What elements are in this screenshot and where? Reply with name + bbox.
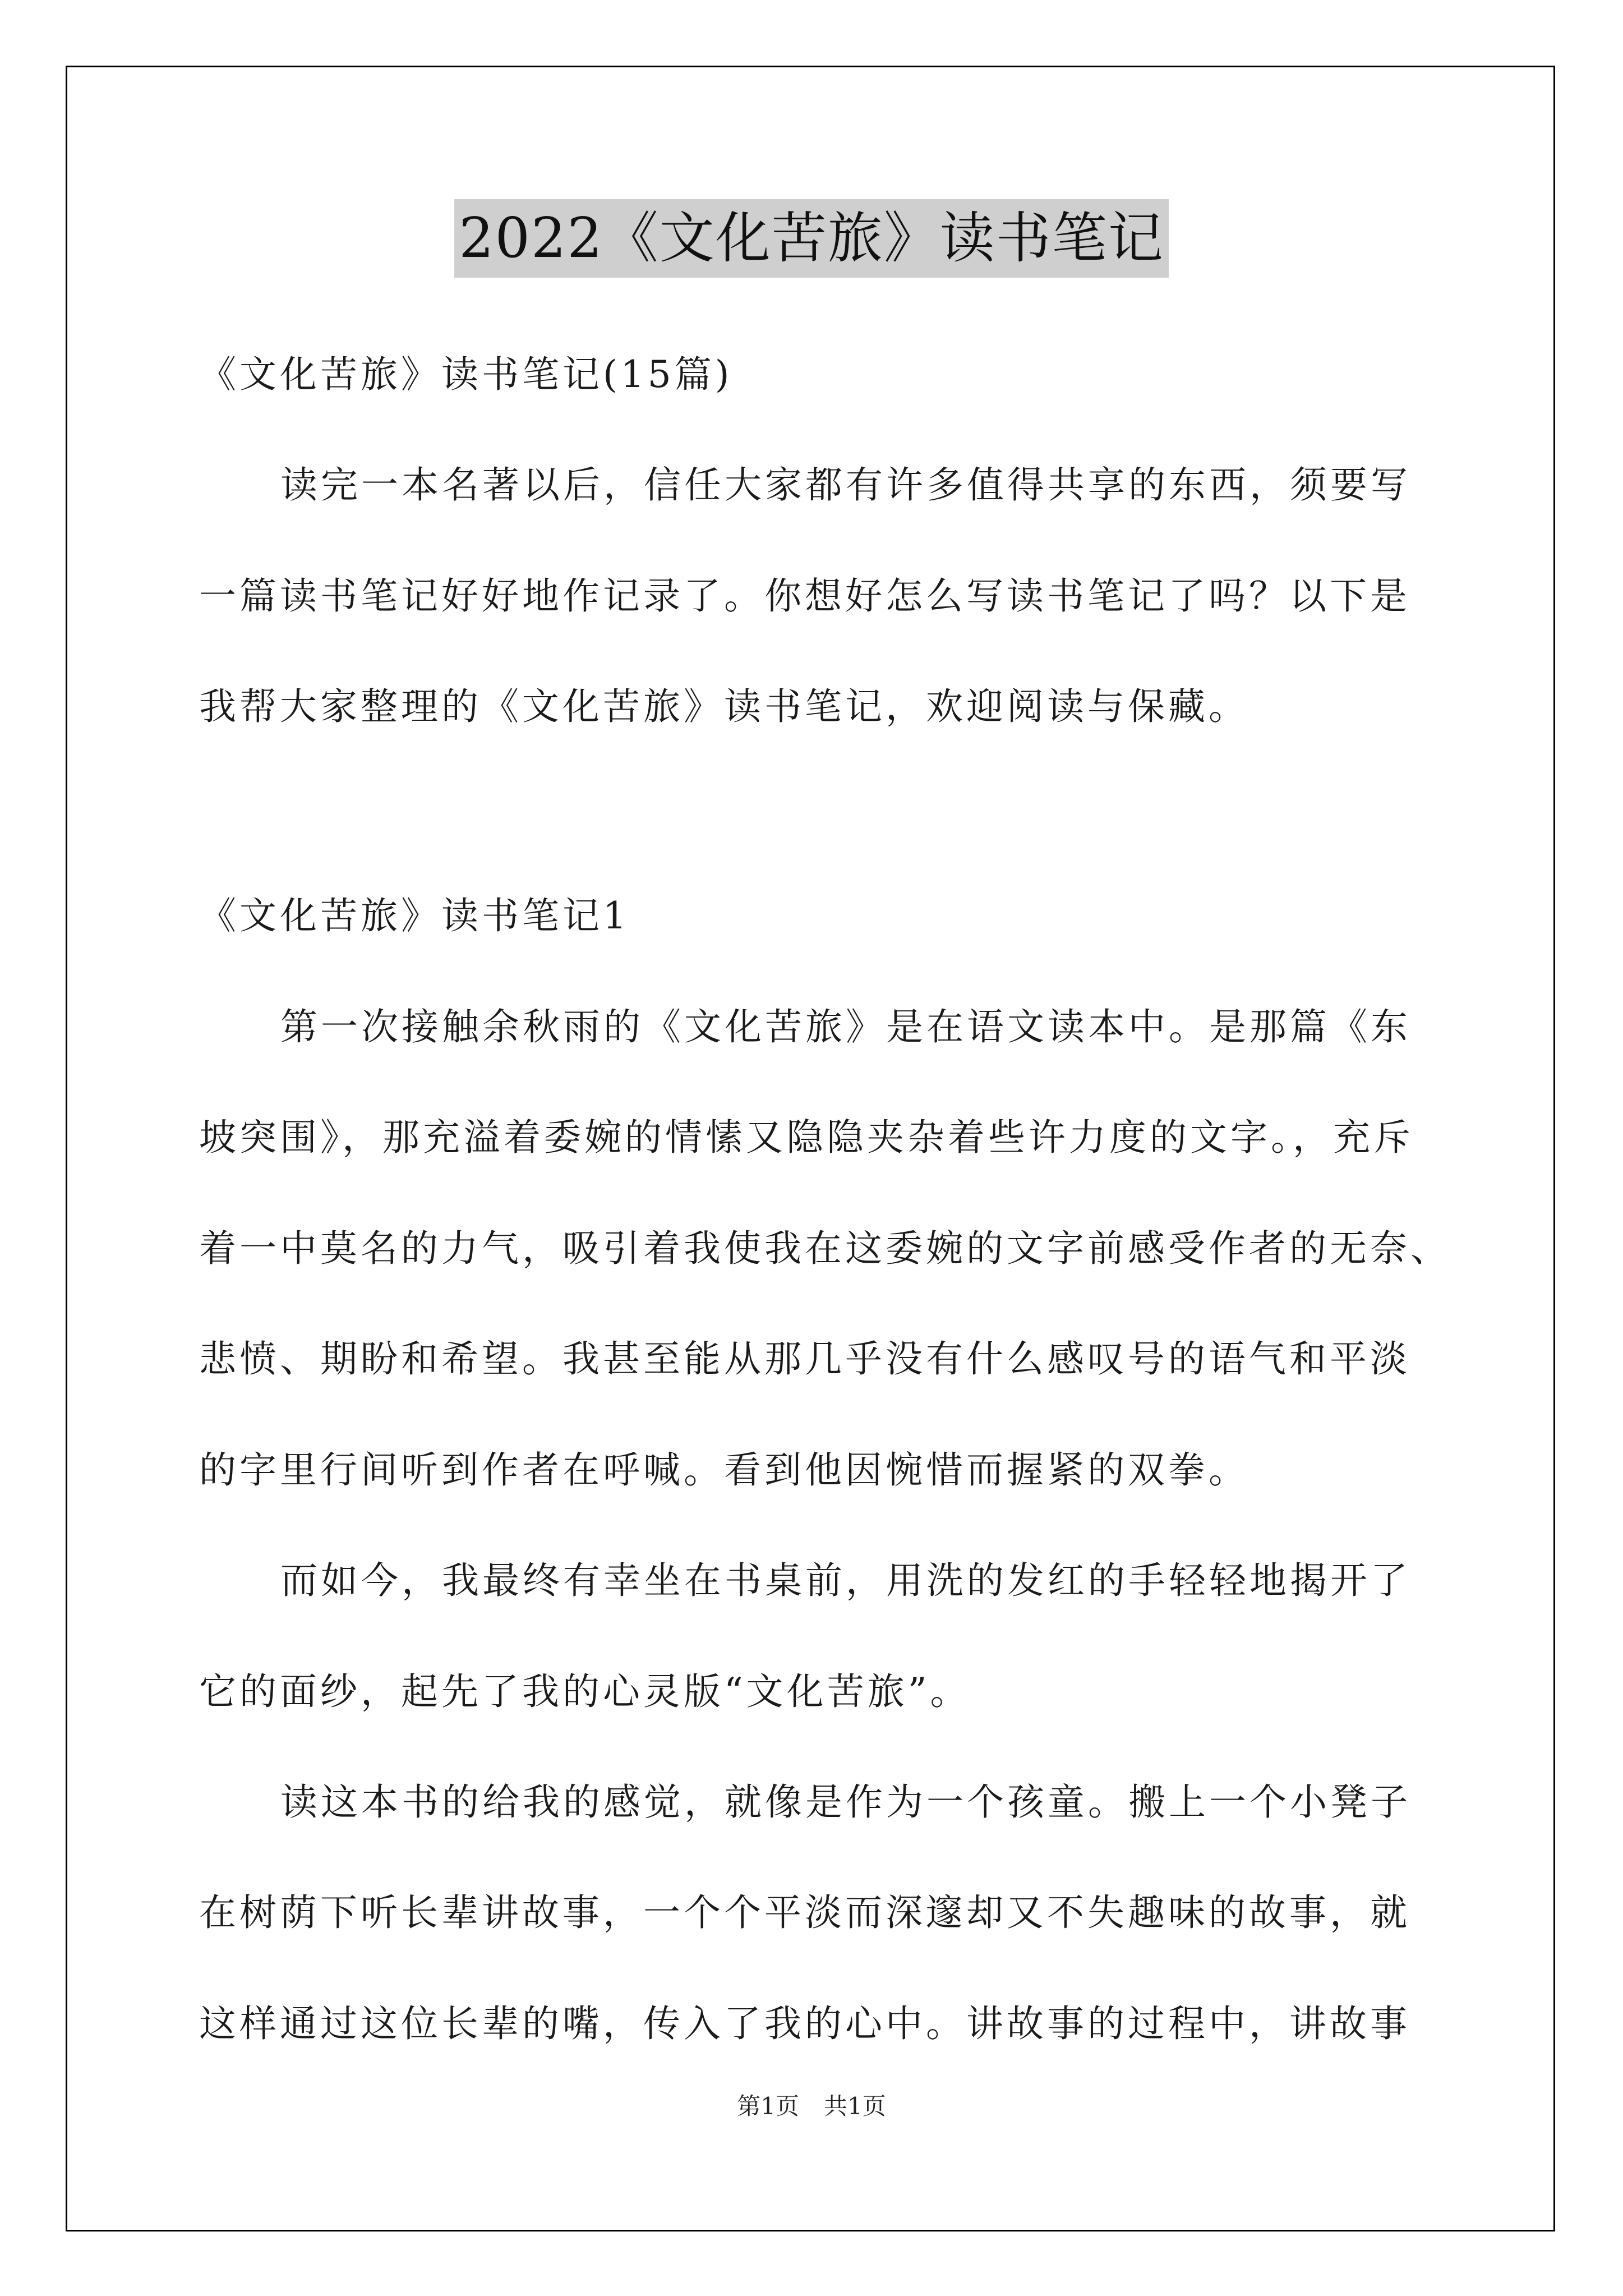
document-subtitle: 《文化苦旅》读书笔记(15篇) — [199, 353, 733, 396]
intro-line: 我帮大家整理的《文化苦旅》读书笔记，欢迎阅读与保藏。 — [199, 685, 1249, 728]
document-title: 2022《文化苦旅》读书笔记 — [454, 199, 1168, 278]
section-heading: 《文化苦旅》读书笔记1 — [199, 894, 630, 937]
page-number: 第1页 — [737, 2092, 799, 2120]
intro-line: 读完一本名著以后，信任大家都有许多值得共享的东西，须要写 — [280, 463, 1411, 507]
title-container — [0, 199, 1623, 278]
body-line: 着一中莫名的力气，吸引着我使我在这委婉的文字前感受作者的无奈、 — [199, 1227, 1451, 1270]
intro-line: 一篇读书笔记好好地作记录了。你想好怎么写读书笔记了吗？以下是 — [199, 574, 1410, 618]
body-line: 的字里行间听到作者在呼喊。看到他因惋惜而握紧的双拳。 — [199, 1448, 1249, 1492]
body-line: 而如今，我最终有幸坐在书桌前，用洗的发红的手轻轻地揭开了 — [280, 1559, 1411, 1602]
body-line: 它的面纱，起先了我的心灵版“文化苦旅”。 — [199, 1670, 971, 1713]
page-total: 共1页 — [824, 2092, 886, 2120]
body-line: 第一次接触余秋雨的《文化苦旅》是在语文读本中。是那篇《东 — [280, 1005, 1411, 1048]
body-line: 读这本书的给我的感觉，就像是作为一个孩童。搬上一个小凳子 — [280, 1780, 1411, 1824]
body-line: 这样通过这位长辈的嘴，传入了我的心中。讲故事的过程中，讲故事 — [199, 2002, 1410, 2045]
body-line: 坡突围》，那充溢着委婉的情愫又隐隐夹杂着些许力度的文字。，充斥 — [199, 1116, 1414, 1159]
body-line: 在树荫下听长辈讲故事，一个个平淡而深邃却又不失趣味的故事，就 — [199, 1891, 1410, 1934]
page-footer — [0, 2090, 1623, 2123]
body-line: 悲愤、期盼和希望。我甚至能从那几乎没有什么感叹号的语气和平淡 — [199, 1337, 1410, 1381]
